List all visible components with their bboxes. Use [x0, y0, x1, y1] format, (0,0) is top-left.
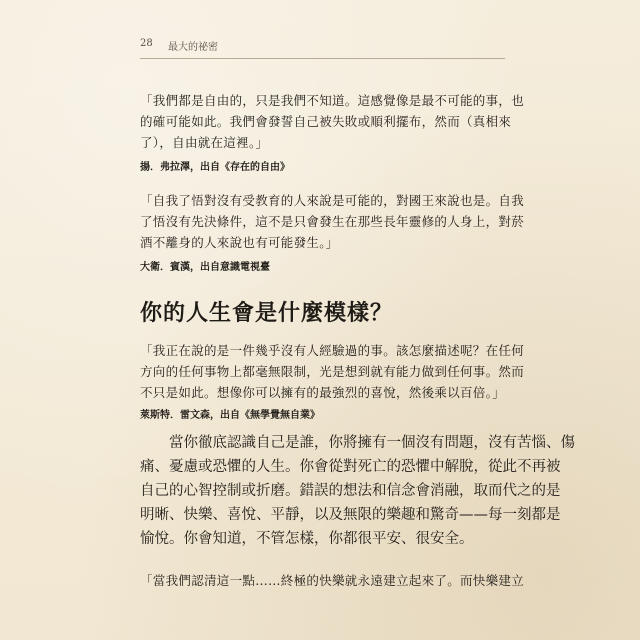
quote-1-attribution: 揚．弗拉澤，出自《存在的自由》	[140, 162, 290, 173]
quote-line: 「當我們認清這一點……終極的快樂就永遠建立起來了。而快樂建立	[140, 573, 525, 588]
quote-line: 方向的任何事物上都毫無限制，光是想到就有能力做到任何事。然而	[140, 364, 525, 379]
quote-line: 「我正在說的是一件幾乎沒有人經驗過的事。該怎麼描述呢？在任何	[140, 343, 525, 358]
body-line: 愉悅。你會知道，不管怎樣，你都很平安、很安全。	[140, 531, 474, 547]
body-line: 明晰、快樂、喜悅、平靜，以及無限的樂趣和驚奇——每一刻都是	[140, 507, 561, 523]
header-rule	[140, 58, 505, 59]
quote-1	[140, 90, 525, 153]
quote-4	[140, 570, 525, 591]
quote-line: 了），自由就在這裡。」	[140, 135, 269, 150]
body-line: 自己的心智控制或折磨。錯誤的想法和信念會消融，取而代之的是	[140, 483, 561, 499]
page-number: 28	[140, 38, 153, 49]
section-heading: 你的人生會是什麼模樣？	[140, 301, 394, 326]
quote-line: 「自我了悟對沒有受教育的人來說是可能的，對國王來說也是。自我	[140, 193, 525, 208]
quote-line: 酒不離身的人來說也有可能發生。」	[140, 235, 339, 250]
quote-3-attribution: 萊斯特．雷文森，出自《無學覺無自業》	[140, 410, 320, 421]
body-line: 痛、憂慮或恐懼的人生。你會從對死亡的恐懼中解脫，從此不再被	[140, 459, 561, 475]
body-line: 當你徹底認識自己是誰，你將擁有一個沒有問題，沒有苦惱、傷	[140, 435, 575, 451]
quote-2	[140, 190, 525, 253]
body-paragraph	[140, 431, 575, 551]
quote-3	[140, 340, 525, 403]
book-title: 最大的祕密	[168, 42, 218, 53]
quote-line: 「我們都是自由的，只是我們不知道。這感覺像是最不可能的事，也	[140, 93, 525, 108]
quote-line: 了悟沒有先決條件，這不是只會發生在那些長年靈修的人身上，對菸	[140, 214, 525, 229]
quote-line: 不只是如此。想像你可以擁有的最強烈的喜悅，然後乘以百倍。」	[140, 385, 505, 400]
quote-2-attribution: 大衛．賓漢，出自意識電視臺	[140, 262, 270, 273]
quote-line: 的確可能如此。我們會發誓自己被失敗或順利擺布，然而（真相來	[140, 114, 512, 129]
